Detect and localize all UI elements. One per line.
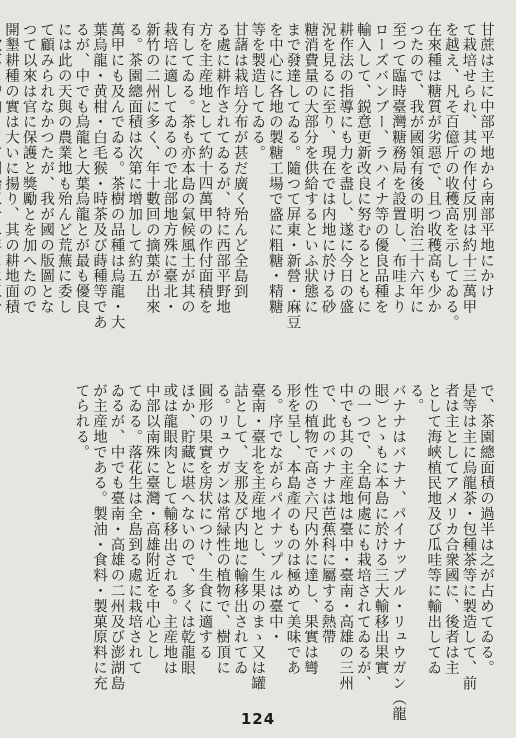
text-column: 眼）とゝもに本島に於ける三大輸移出果實 [372,383,389,676]
text-column: 是等は主に烏龍茶・包種茶等に製造して、前 [460,383,477,691]
text-column: の一つで、全島何處にも栽培されてゐるが、 [354,383,371,691]
page-number: 124 [240,710,276,728]
text-column: を中心に各地の製糖工場で盛に粗糖・精糖 [266,22,283,315]
text-column: で、此のバナナは芭蕉科に屬する熱帶 [319,383,336,645]
text-column: バナナはバナナ、パイナップル・リュウガン（龍 [390,383,407,722]
text-column: て顧みられなかつたが、我が國の版圖とな [38,22,55,315]
text-column: つて以來は官に保護と獎勵とを加へたので [20,22,37,315]
text-column: 形を呈し、本島產のものは極めて美味であ [284,383,301,676]
text-column: 方を主産地として約十四萬甲の作付面積を [196,22,213,315]
text-column: てられる。 [73,383,90,460]
top-text-block [2,22,494,378]
text-column: る。リュウガンは常緑性の植物で、樹頂に [214,383,231,676]
text-column: 輸入して、鋭意更新改良に努むるとともに [354,22,371,315]
text-column: 栽培に適してゐるので北部地方殊に臺北・ [161,22,178,315]
text-column: 者は主としてアメリカ合衆國に、後者は主 [442,383,459,676]
text-column: 臺南・臺北を主産地とし、生果のまゝ又は罐 [249,383,266,691]
text-column: る處に耕作されてゐるが、特に西部平野地 [214,22,231,315]
text-column: 甘藷は栽培分布が甚だ廣く殆んど全島到 [231,22,248,300]
text-column: 況を見るに至り、現在では内地に於ける砂 [319,22,336,315]
text-column: を越え、凡そ百億斤の收穫高を示してゐる。 [442,22,459,330]
text-column: 中部以南殊に臺灣・高雄附近を中心とし [143,383,160,661]
text-column: る。 [407,383,424,414]
text-column: ゐるが、中でも臺南・高雄の二州及び澎湖島 [108,383,125,691]
text-column: 有してゐる。茶も亦本島の氣候風土が其の [178,22,195,315]
text-column: として海峽植民地及び瓜哇等に輸出してゐ [425,383,442,676]
text-column: 圓形の果實を房状につけ、生食に適する [196,383,213,661]
text-column: が主産地である。製油・食料・製菓原料に充 [90,383,107,691]
text-column: 開墾耕種の實は大いに揚り、其の耕地面積 [2,22,19,315]
text-column: るが、中でも烏龍と大葉烏龍とが最も優良 [73,22,90,315]
text-column: ローズバンブー、ラハイナ等の優良品種を [372,22,389,315]
text-column: で、茶園總面積の過半は之が占めてゐる。 [478,383,494,676]
text-column: て栽培せられ、其の作付反別は約十三萬甲 [460,22,477,315]
text-column: てゐる。落花生は全島到る處に栽培されて [126,383,143,676]
text-column: る。茶園總面積は次第に增加して約五 [126,22,143,284]
text-column: つたので、我が國領有後の明治三十六年に [407,22,424,315]
text-column: 糖消費量の大部分を供給するといふ狀態に [302,22,319,315]
text-column: 中でも其の主産地は臺中・臺南・高雄の三州 [337,383,354,691]
text-column: 性の植物で高さ六尺内外に達し、果實は彎 [302,383,319,676]
text-column: まで發達してゐる。隨つて屏東・新營・麻豆 [284,22,301,330]
text-column: 萬甲にも及んでゐる。茶樹の品種は烏龍・大 [108,22,125,330]
text-column: には此の天與の農業地も殆んど荒蕪に委し [55,22,72,315]
text-column: 耕作法の指導にも力を盡し、遂に今日の盛 [337,22,354,315]
text-column: ほか、貯藏に堪へないので、多くは乾龍眼 [178,383,195,676]
top-column-container [2,22,494,378]
text-column: 或は龍眼肉として輸移出される。主産地は [161,383,178,676]
text-column: 甘蔗は主に中部平地から南部平地にかけ [478,22,494,300]
text-column: る。序でながらパイナップルは臺中・ [266,383,283,645]
text-column: 等を製造してゐる。 [249,22,266,161]
text-column: 葉烏龍・黄柑・白毛猴・時茶及び蒔種等であ [90,22,107,330]
text-column: 至つて臨時臺灣糖務局を設置し、布哇より [390,22,407,315]
text-column: 詰として、支那及び内地に輸移出されてゐ [231,383,248,676]
text-column: 在來種は糖質が劣惡で、且つ收穫高も少か [425,22,442,315]
text-column: 新竹の二州に多く、年十數回の摘葉が出來 [143,22,160,315]
